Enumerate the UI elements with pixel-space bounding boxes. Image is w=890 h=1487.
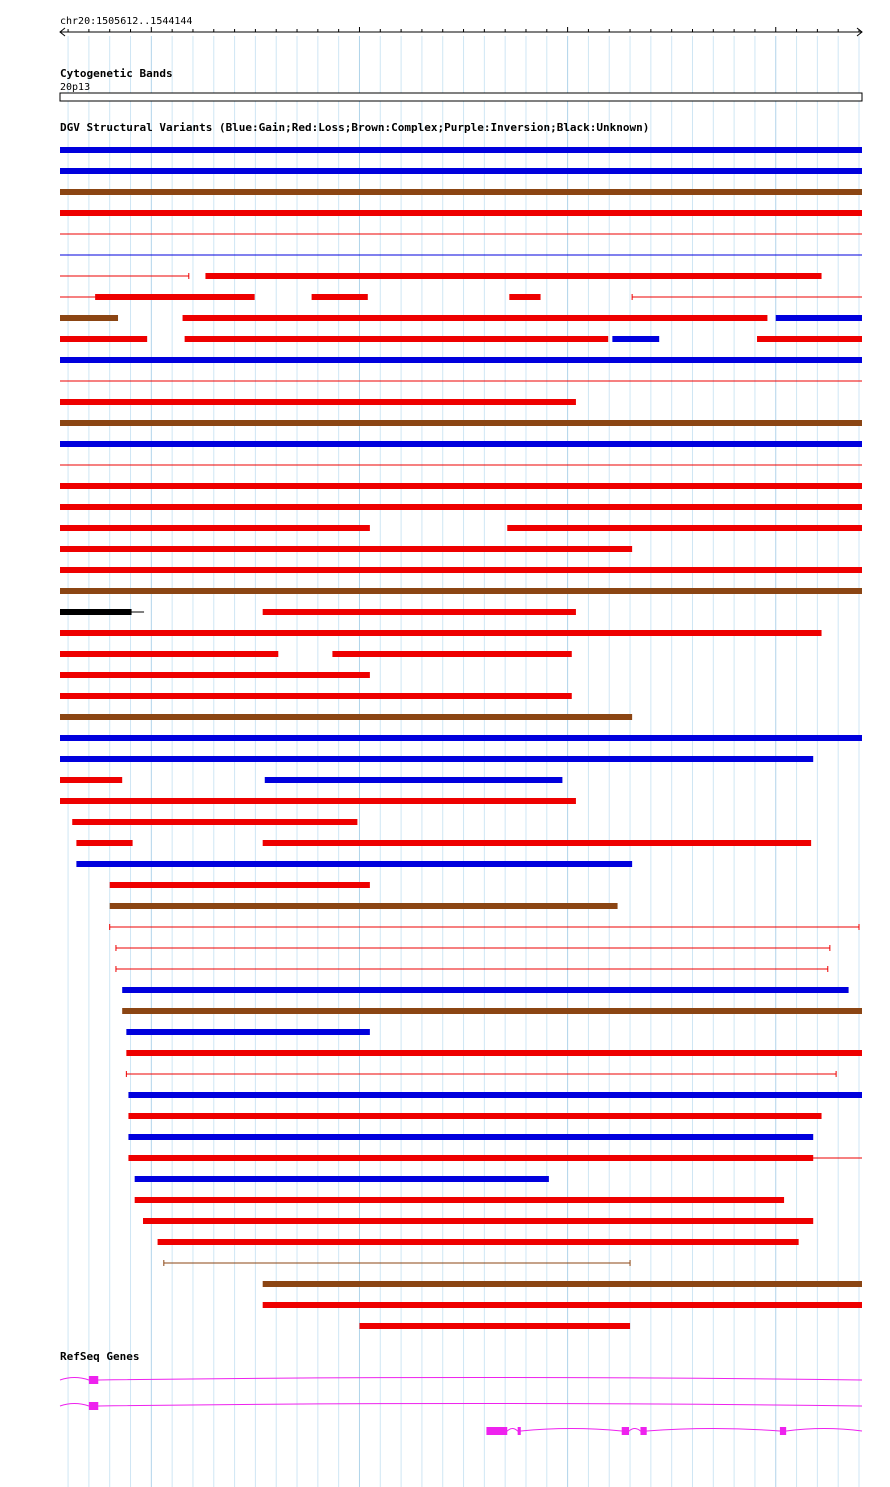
variant-feature xyxy=(60,189,862,195)
gene-exon xyxy=(89,1376,98,1384)
variant-bar xyxy=(60,651,278,657)
variant-feature xyxy=(135,1176,549,1182)
variant-bar xyxy=(128,1134,813,1140)
variant-bar xyxy=(509,294,540,300)
variant-feature xyxy=(126,1050,862,1056)
variant-bar xyxy=(60,147,862,153)
gene-exon xyxy=(640,1427,646,1435)
variant-feature xyxy=(757,336,862,342)
variant-feature xyxy=(164,1260,630,1266)
variant-bar xyxy=(60,546,632,552)
refseq-gene xyxy=(60,1376,862,1384)
variant-feature xyxy=(126,1071,836,1077)
variant-feature xyxy=(110,903,618,909)
variant-bar xyxy=(312,294,368,300)
variant-feature xyxy=(312,294,368,300)
variant-feature xyxy=(60,420,862,426)
variant-feature xyxy=(76,840,132,846)
variant-feature xyxy=(128,1092,862,1098)
variant-bar xyxy=(60,483,862,489)
variant-bar xyxy=(60,756,813,762)
variant-bar xyxy=(122,1008,862,1014)
gene-exon xyxy=(486,1427,507,1435)
variant-feature xyxy=(60,777,122,783)
variant-bar xyxy=(122,987,848,993)
variant-bar xyxy=(60,567,862,573)
variant-feature xyxy=(263,609,576,615)
cytoband-ideogram xyxy=(60,93,862,101)
variant-feature xyxy=(776,315,862,321)
variant-feature xyxy=(76,861,632,867)
cytoband-label: 20p13 xyxy=(60,82,91,93)
variant-feature xyxy=(116,945,830,951)
variant-bar xyxy=(185,336,609,342)
variant-feature xyxy=(332,651,571,657)
variant-bar xyxy=(143,1218,813,1224)
variant-bar xyxy=(60,672,370,678)
variant-bar xyxy=(60,441,862,447)
variant-bar xyxy=(60,399,576,405)
variant-feature xyxy=(60,546,632,552)
gene-exon xyxy=(622,1427,629,1435)
variant-feature xyxy=(60,357,862,363)
refseq-track xyxy=(60,1376,862,1435)
gene-exon xyxy=(89,1402,98,1410)
variant-bar xyxy=(60,777,122,783)
cytoband-title: Cytogenetic Bands xyxy=(60,67,173,80)
variant-bar xyxy=(60,189,862,195)
variant-feature xyxy=(135,1197,784,1203)
variant-bar xyxy=(135,1197,784,1203)
position-label: chr20:1505612..1544144 xyxy=(60,16,193,27)
variant-feature xyxy=(128,1155,862,1161)
variant-bar xyxy=(60,525,370,531)
gene-exon xyxy=(518,1427,521,1435)
variant-feature xyxy=(612,336,659,342)
variant-bar xyxy=(60,210,862,216)
variant-feature xyxy=(263,1281,862,1287)
variant-feature xyxy=(265,777,563,783)
variant-bar xyxy=(72,819,357,825)
variant-feature xyxy=(60,609,144,615)
coordinate-ruler xyxy=(60,27,862,36)
variant-feature xyxy=(72,819,357,825)
variant-bar xyxy=(60,798,576,804)
variant-feature xyxy=(60,147,862,153)
variant-feature xyxy=(185,336,609,342)
variant-bar xyxy=(126,1029,370,1035)
variant-feature xyxy=(60,273,189,279)
variant-bar xyxy=(76,861,632,867)
variant-feature xyxy=(60,735,862,741)
dgv-track xyxy=(60,147,862,1329)
variant-bar xyxy=(265,777,563,783)
variant-feature xyxy=(509,294,540,300)
variant-bar xyxy=(128,1113,821,1119)
variant-feature xyxy=(60,336,147,342)
variant-feature xyxy=(183,315,768,321)
variant-bar xyxy=(359,1323,630,1329)
refseq-gene xyxy=(486,1427,862,1435)
variant-bar xyxy=(60,336,147,342)
variant-feature xyxy=(60,504,862,510)
variant-feature xyxy=(60,441,862,447)
refseq-gene xyxy=(60,1402,862,1410)
variant-bar xyxy=(263,609,576,615)
variant-feature xyxy=(60,588,862,594)
variant-feature xyxy=(60,483,862,489)
variant-bar xyxy=(60,714,632,720)
variant-bar xyxy=(612,336,659,342)
variant-bar xyxy=(263,840,811,846)
variant-bar xyxy=(263,1302,862,1308)
variant-feature xyxy=(60,651,278,657)
variant-feature xyxy=(60,693,572,699)
variant-bar xyxy=(60,315,118,321)
variant-bar xyxy=(507,525,862,531)
variant-bar xyxy=(332,651,571,657)
variant-bar xyxy=(263,1281,862,1287)
variant-bar xyxy=(757,336,862,342)
variant-bar xyxy=(60,693,572,699)
variant-feature xyxy=(60,630,822,636)
variant-bar xyxy=(110,903,618,909)
variant-bar xyxy=(60,735,862,741)
variant-bar xyxy=(128,1092,862,1098)
gene-intron-line xyxy=(60,1378,862,1381)
variant-feature xyxy=(116,966,828,972)
variant-feature xyxy=(60,525,370,531)
variant-feature xyxy=(263,840,811,846)
refseq-track-title: RefSeq Genes xyxy=(60,1350,140,1363)
variant-bar xyxy=(95,294,254,300)
variant-bar xyxy=(776,315,862,321)
variant-feature xyxy=(60,672,370,678)
variant-feature xyxy=(60,756,813,762)
variant-feature xyxy=(263,1302,862,1308)
dgv-track-title: DGV Structural Variants (Blue:Gain;Red:Loss;Brown:Complex;Purple:Inversion;Black:Unknown) xyxy=(60,121,650,134)
variant-bar xyxy=(60,630,822,636)
variant-feature xyxy=(507,525,862,531)
variant-bar xyxy=(60,504,862,510)
variant-bar xyxy=(110,882,370,888)
variant-feature xyxy=(128,1113,821,1119)
variant-feature xyxy=(60,399,576,405)
variant-bar xyxy=(60,609,132,615)
variant-feature xyxy=(60,714,632,720)
gene-intron-line xyxy=(486,1429,862,1432)
variant-bar xyxy=(60,588,862,594)
variant-feature xyxy=(122,987,848,993)
variant-bar xyxy=(60,420,862,426)
gene-exon xyxy=(780,1427,786,1435)
variant-feature xyxy=(359,1323,630,1329)
variant-feature xyxy=(60,210,862,216)
variant-feature xyxy=(205,273,821,279)
variant-bar xyxy=(128,1155,813,1161)
variant-feature xyxy=(60,315,118,321)
variant-feature xyxy=(110,882,370,888)
variant-bar xyxy=(205,273,821,279)
variant-bar xyxy=(183,315,768,321)
variant-feature xyxy=(158,1239,799,1245)
variant-bar xyxy=(60,168,862,174)
variant-feature xyxy=(60,168,862,174)
variant-feature xyxy=(632,294,862,300)
variant-bar xyxy=(135,1176,549,1182)
variant-feature xyxy=(122,1008,862,1014)
variant-bar xyxy=(158,1239,799,1245)
variant-feature xyxy=(126,1029,370,1035)
variant-bar xyxy=(76,840,132,846)
variant-feature xyxy=(128,1134,813,1140)
variant-feature xyxy=(143,1218,813,1224)
gene-intron-line xyxy=(60,1404,862,1407)
variant-feature xyxy=(60,567,862,573)
variant-feature xyxy=(60,798,576,804)
variant-bar xyxy=(126,1050,862,1056)
variant-bar xyxy=(60,357,862,363)
